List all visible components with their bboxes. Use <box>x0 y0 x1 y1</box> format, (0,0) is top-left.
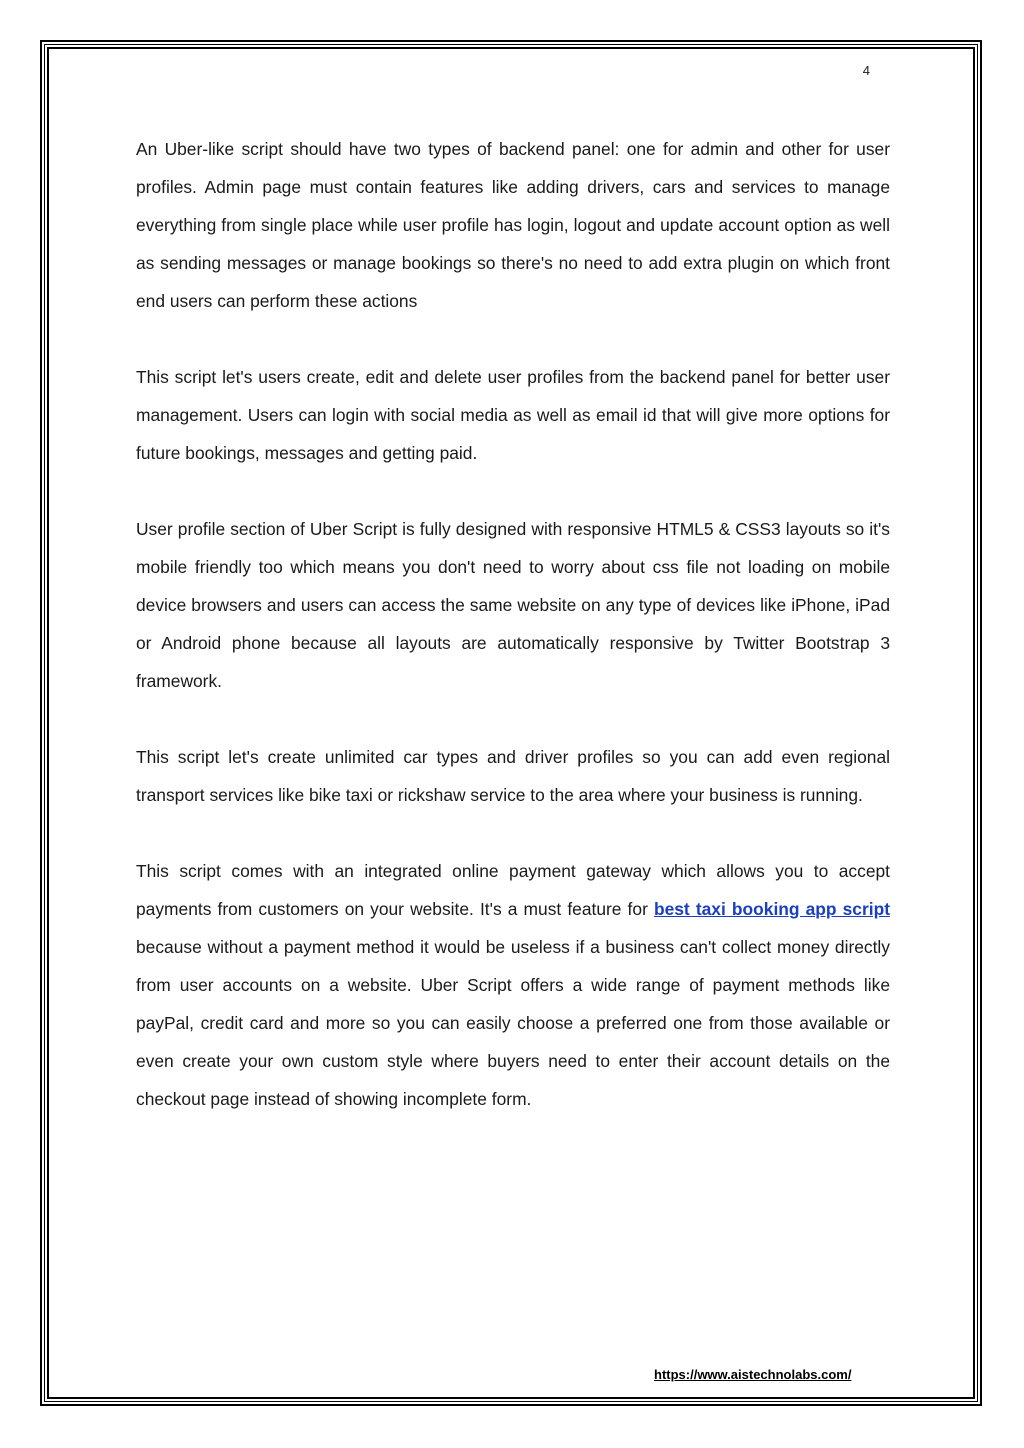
footer-website-link[interactable]: https://www.aistechnolabs.com/ <box>654 1367 852 1382</box>
paragraph-payment-gateway <box>136 852 890 1118</box>
page-number: 4 <box>862 63 870 78</box>
paragraph-responsive-layout: User profile section of Uber Script is fully designed with responsive HTML5 & CSS3 layouts so it's mobile friendly too which means you don't need to worry about css file not loading on mobile device browsers and users can access the same website on any type of devices like iPhone, iPad or Android phone because all layouts are automatically responsive by Twitter Bootstrap 3 framework. <box>136 519 890 691</box>
paragraph-user-management: This script let's users create, edit and delete user profiles from the backend panel for better user management. Users can login with social media as well as email id that will give more options for future bookings, messages and getting paid. <box>136 367 890 463</box>
payment-text-after-link: because without a payment method it would be useless if a business can't collect money directly from user accounts on a website. Uber Script offers a wide range of payment methods like payPal, credit card and more so you can easily choose a preferred one from those available or even create your own custom style where buyers need to enter their account details on the checkout page instead of showing incomplete form. <box>136 937 890 1109</box>
paragraph-admin-panel: An Uber-like script should have two types of backend panel: one for admin and other for user profiles. Admin page must contain features like adding drivers, cars and services to manage everything from single place while user profile has login, logout and update account option as well as sending messages or manage bookings so there's no need to add extra plugin on which front end users can perform these actions <box>136 139 890 311</box>
best-taxi-booking-app-script-link[interactable]: best taxi booking app script <box>653 899 890 919</box>
payment-text-before-link: This script comes with an integrated online payment gateway which allows you to accept payments from customers on your website. It's a must feature for <box>136 861 890 919</box>
body-text <box>136 130 890 1156</box>
paragraph-car-types: This script let's create unlimited car types and driver profiles so you can add even regional transport services like bike taxi or rickshaw service to the area where your business is running. <box>136 747 890 805</box>
